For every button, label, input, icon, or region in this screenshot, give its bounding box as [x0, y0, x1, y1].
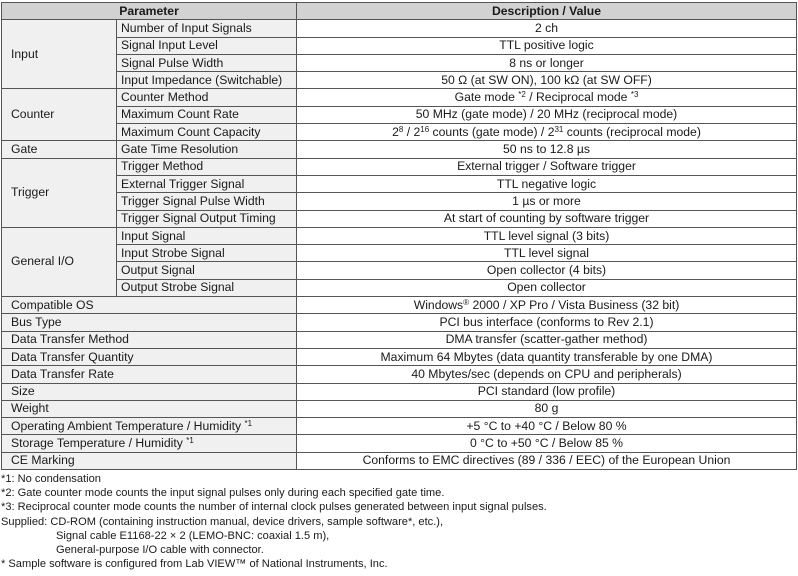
group-gate: Gate	[2, 141, 117, 158]
supplied-line-1: Supplied: CD-ROM (containing instruction manual, device drivers, sample software*, etc.),	[1, 515, 444, 528]
row-label: Gate Time Resolution	[117, 141, 297, 158]
row-value: Open collector	[297, 279, 797, 296]
footnotes	[1, 472, 797, 571]
row-label: Trigger Signal Output Timing	[117, 210, 297, 227]
row-value: Gate mode $^{*2}$ / Reciprocal mode $^{*3}$	[297, 89, 797, 106]
row-label: Signal Input Level	[117, 37, 297, 54]
row-value: TTL positive logic	[297, 37, 797, 54]
footnote-ref-2: *2	[518, 90, 526, 100]
table-header-row	[2, 3, 797, 20]
registered-mark: ®	[463, 297, 470, 307]
table-row	[2, 158, 797, 175]
table-row	[2, 210, 797, 227]
header-description-value: Description / Value	[297, 3, 797, 20]
row-label: Output Signal	[117, 262, 297, 279]
group-general-io: General I/O	[2, 227, 117, 296]
row-label: Trigger Method	[117, 158, 297, 175]
row-value: 1 µs or more	[297, 193, 797, 210]
exponent: 31	[554, 124, 564, 134]
row-value: 50 MHz (gate mode) / 20 MHz (reciprocal mode)	[297, 106, 797, 123]
sample-software-note: * Sample software is configured from Lab VIEW™ of National Instruments, Inc.	[1, 558, 388, 571]
exponent: 8	[398, 124, 404, 134]
row-value: 50 ns to 12.8 µs	[297, 141, 797, 158]
row-value: 2 ch	[297, 20, 797, 37]
table-row	[2, 106, 797, 123]
row-value: DMA transfer (scatter-gather method)	[297, 331, 797, 348]
row-value: 0 °C to +50 °C / Below 85 %	[297, 435, 797, 452]
table-row	[2, 175, 797, 192]
table-row	[2, 227, 797, 244]
row-value: Windows® 2000 / XP Pro / Vista Business (32 bit)	[297, 297, 797, 314]
row-value: 40 Mbytes/sec (depends on CPU and peripherals)	[297, 366, 797, 383]
row-label: Counter Method	[117, 89, 297, 106]
footnote-ref-1: *1	[244, 418, 253, 428]
table-row	[2, 400, 797, 417]
table-row	[2, 141, 797, 158]
row-label: Bus Type	[2, 314, 297, 331]
group-trigger: Trigger	[2, 158, 117, 227]
row-label: External Trigger Signal	[117, 175, 297, 192]
row-value: External trigger / Software trigger	[297, 158, 797, 175]
row-value: TTL level signal (3 bits)	[297, 227, 797, 244]
row-value: Open collector (4 bits)	[297, 262, 797, 279]
spec-table	[1, 2, 797, 470]
header-parameter: Parameter	[2, 3, 297, 20]
row-value: 50 Ω (at SW ON), 100 kΩ (at SW OFF)	[297, 72, 797, 89]
row-label: Input Impedance (Switchable)	[117, 72, 297, 89]
row-value: PCI standard (low profile)	[297, 383, 797, 400]
row-value: $2^8 / 2^{16}$ counts (gate mode) / $2^{31}$ counts (reciprocal mode)	[297, 124, 797, 141]
row-label: Compatible OS	[2, 297, 297, 314]
row-label: Operating Ambient Temperature / Humidity $^{*1}$	[2, 418, 297, 435]
row-label: Input Signal	[117, 227, 297, 244]
table-row	[2, 314, 797, 331]
table-row	[2, 279, 797, 296]
row-value: 80 g	[297, 400, 797, 417]
row-label: CE Marking	[2, 452, 297, 469]
row-value: +5 °C to +40 °C / Below 80 %	[297, 418, 797, 435]
row-label: Storage Temperature / Humidity $^{*1}$	[2, 435, 297, 452]
table-row	[2, 418, 797, 435]
row-label: Number of Input Signals	[117, 20, 297, 37]
table-row	[2, 452, 797, 469]
table-row	[2, 383, 797, 400]
table-row	[2, 89, 797, 106]
row-value: 8 ns or longer	[297, 54, 797, 71]
table-row	[2, 348, 797, 365]
footnote-1: *1: No condensation	[1, 473, 101, 485]
row-label: Maximum Count Rate	[117, 106, 297, 123]
row-label: Output Strobe Signal	[117, 279, 297, 296]
row-label: Size	[2, 383, 297, 400]
row-value: Conforms to EMC directives (89 / 336 / EEC) of the European Union	[297, 452, 797, 469]
supplied-line-3: General-purpose I/O cable with connector.	[56, 544, 264, 557]
table-row	[2, 72, 797, 89]
row-label: Data Transfer Rate	[2, 366, 297, 383]
table-row	[2, 262, 797, 279]
row-label: Data Transfer Method	[2, 331, 297, 348]
footnote-2: *2: Gate counter mode counts the input signal pulses only during each specified gate time.	[1, 487, 445, 500]
row-value: At start of counting by software trigger	[297, 210, 797, 227]
footnote-ref-3: *3	[630, 90, 639, 100]
row-label: Weight	[2, 400, 297, 417]
group-counter: Counter	[2, 89, 117, 141]
table-row	[2, 435, 797, 452]
row-value: Maximum 64 Mbytes (data quantity transferable by one DMA)	[297, 348, 797, 365]
table-row	[2, 193, 797, 210]
table-row	[2, 20, 797, 37]
row-label: Input Strobe Signal	[117, 245, 297, 262]
table-row	[2, 54, 797, 71]
row-label: Data Transfer Quantity	[2, 348, 297, 365]
group-input: Input	[2, 20, 117, 89]
supplied-line-2: Signal cable E1168-22 × 2 (LEMO-BNC: coaxial 1.5 m),	[56, 529, 330, 542]
table-row	[2, 37, 797, 54]
footnote-ref-1: *1	[186, 436, 194, 446]
table-row	[2, 331, 797, 348]
footnote-3: *3: Reciprocal counter mode counts the number of internal clock pulses generated between input signal pulses.	[1, 501, 547, 514]
table-row	[2, 366, 797, 383]
row-value: TTL negative logic	[297, 175, 797, 192]
table-row	[2, 297, 797, 314]
row-value: PCI bus interface (conforms to Rev 2.1)	[297, 314, 797, 331]
table-row	[2, 124, 797, 141]
row-label: Signal Pulse Width	[117, 54, 297, 71]
table-row	[2, 245, 797, 262]
row-label: Trigger Signal Pulse Width	[117, 193, 297, 210]
row-label: Maximum Count Capacity	[117, 124, 297, 141]
row-value: TTL level signal	[297, 245, 797, 262]
exponent: 16	[420, 124, 430, 134]
